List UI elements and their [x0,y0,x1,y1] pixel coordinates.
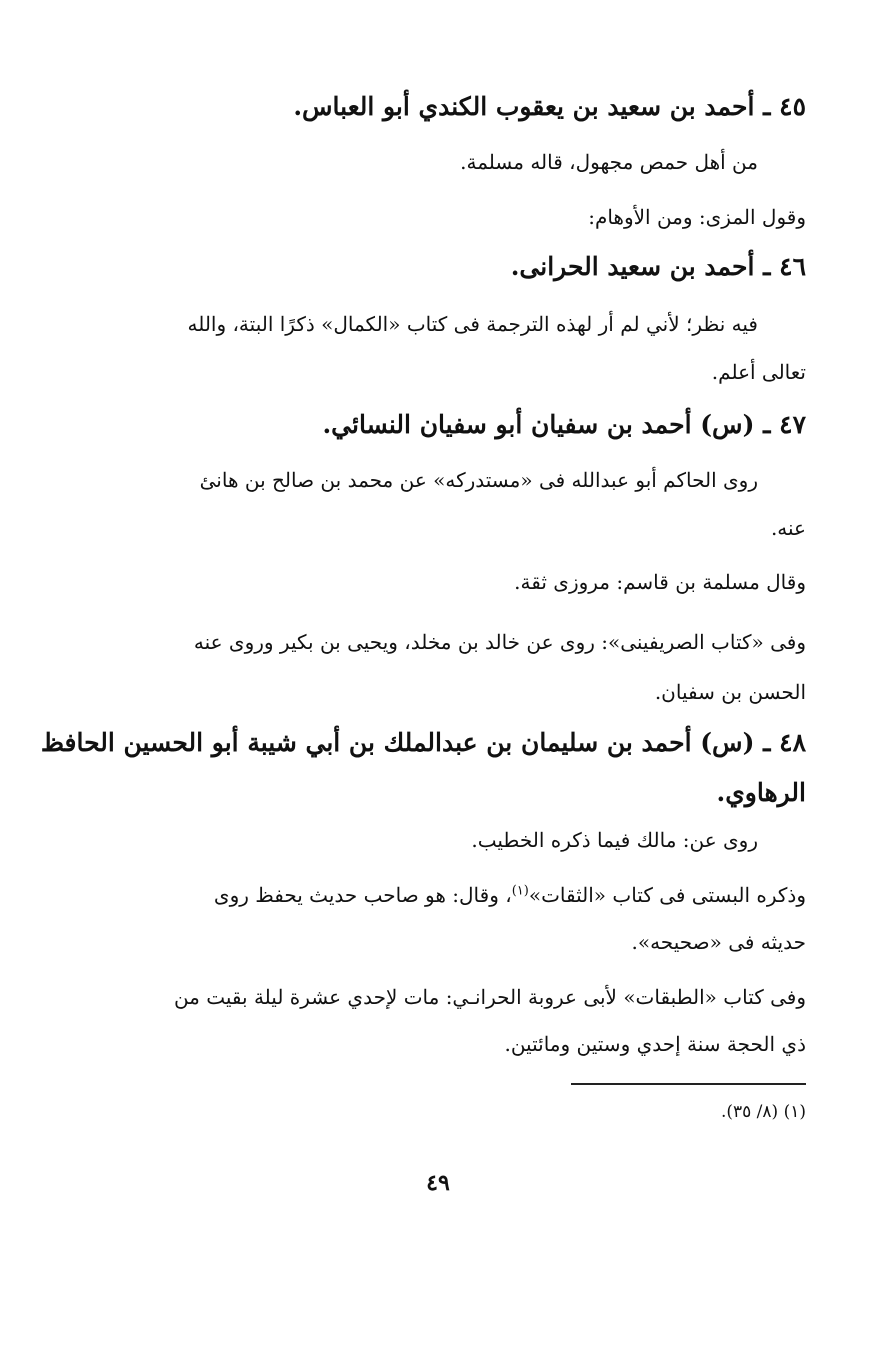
entry-45-heading: ٤٥ ـ أحمد بن سعيد بن يعقوب الكندي أبو العباس. [293,92,806,121]
footnote-reference: (١) [511,883,529,899]
entry-47-text-3: وقال مسلمة بن قاسم: مروزى ثقة. [514,570,806,594]
entry-48-text-2-after: ، وقال: هو صاحب حديث يحفظ روى [213,883,512,907]
entry-48-text-5: ذي الحجة سنة إحدي وستين ومائتين. [504,1032,806,1056]
entry-48-text-2-before: وذكره البستى فى كتاب «الثقات» [528,883,806,907]
entry-46-heading: ٤٦ ـ أحمد بن سعيد الحرانى. [510,252,806,281]
entry-47-text-5: الحسن بن سفيان. [654,680,806,704]
page-number: ٤٩ [426,1170,450,1196]
entry-47-text-2: عنه. [770,516,806,540]
entry-45-text-1: من أهل حمص مجهول، قاله مسلمة. [460,150,758,174]
entry-48-text-3: حديثه فى «صحيحه». [631,930,806,954]
entry-46-text-1: فيه نظر؛ لأني لم أر لهذه الترجمة فى كتاب «الكمال» ذكرًا البتة، والله [187,312,758,336]
entry-47-text-4: وفى «كتاب الصريفينى»: روى عن خالد بن مخلد، ويحيى بن بكير وروى عنه [193,630,806,654]
entry-48-text-1: روى عن: مالك فيما ذكره الخطيب. [471,828,758,852]
footnote-text: (١) (٨/ ٣٥). [720,1102,806,1122]
entry-48-text-4: وفى كتاب «الطبقات» لأبى عروبة الحرانـي: مات لإحدي عشرة ليلة بقيت من [173,985,806,1009]
entry-47-heading: ٤٧ ـ (س) أحمد بن سفيان أبو سفيان النسائي. [322,410,806,439]
footnote-divider [571,1083,806,1085]
entry-47-text-1: روى الحاكم أبو عبدالله فى «مستدركه» عن محمد بن صالح بن هانئ [199,468,758,492]
entry-45-text-2: وقول المزى: ومن الأوهام: [588,205,806,229]
entry-48-heading-1: ٤٨ ـ (س) أحمد بن سليمان بن عبدالملك بن أبي شيبة أبو الحسين الحافظ [40,728,806,757]
entry-48-text-2 [214,883,806,907]
entry-48-heading-2: الرهاوي. [716,778,806,807]
entry-46-text-2: تعالى أعلم. [711,360,806,384]
